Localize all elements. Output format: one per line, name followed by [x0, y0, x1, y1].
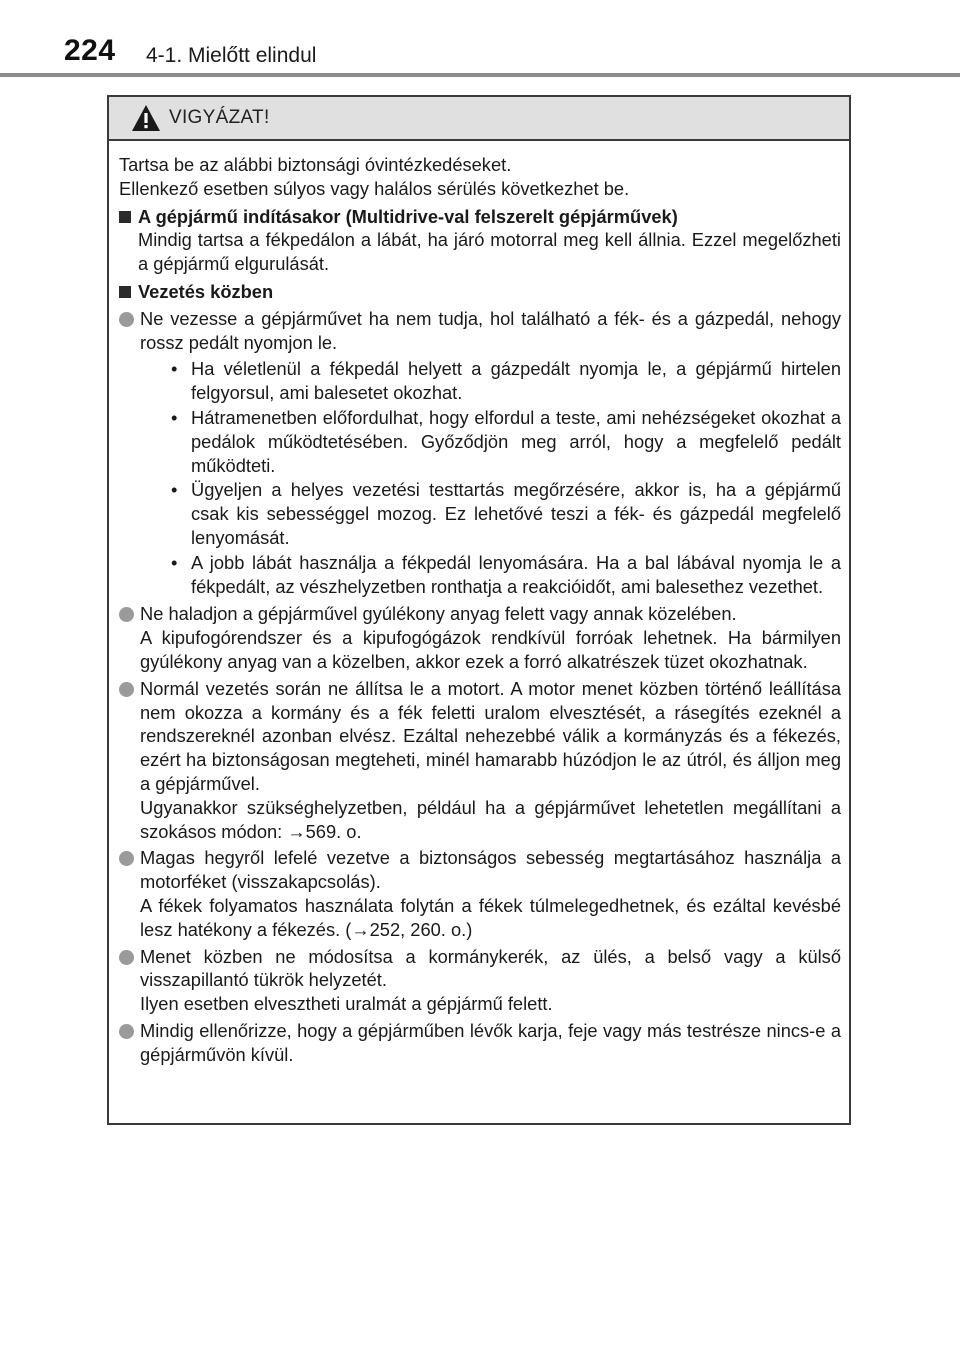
bullet-text: Ilyen esetben elvesztheti uralmát a gépjármű felett. [140, 993, 553, 1015]
bullet-text: Magas hegyről lefelé vezetve a biztonságos sebesség megtartásához használja a motorféket (visszakapcsolás). [140, 847, 841, 893]
bullet-text: Ne vezesse a gépjárművet ha nem tudja, hol található a fék- és a gázpedál, nehogy rossz pedált nyomjon le. [140, 307, 841, 353]
square-bullet-icon [119, 211, 131, 223]
warning-body [109, 141, 849, 1066]
sub-list-item [165, 551, 841, 599]
topic-text: Mindig tartsa a fékpedálon a lábát, ha járó motorral meg kell állnia. Ezzel megelőzheti a gépjármű elgurulását. [138, 229, 841, 275]
round-bullet-icon [119, 950, 134, 965]
warning-triangle-icon [131, 104, 161, 132]
round-bullet-icon [119, 682, 134, 697]
intro-line: Tartsa be az alábbi biztonsági óvintézkedéseket. [119, 154, 512, 175]
bullet-text: Menet közben ne módosítsa a kormánykerék, az ülés, a belső vagy a külső visszapillantó tükrök helyzetét. [140, 945, 841, 991]
bullet-text: Ugyanakkor szükséghelyzetben, például ha a gépjárművet lehetetlen megállítani a szokásos módon: →569. o. [140, 796, 841, 842]
bullet-text: Normál vezetés során ne állítsa le a motort. A motor menet közben történő leállítása nem okozza a kormány és a fék feletti uralom elvesztését, a rásegítés ezeknél a rendszereknél azonban elvész. Ezáltal nehezebbé válik a kormányzás és a fékezés, ezért ha biztonságosan megteheti, minél hamarabb húzódjon le az útról, és álljon meg a gépjárművel. [140, 677, 841, 794]
page-number: 224 [64, 34, 116, 67]
round-bullet-icon [119, 1024, 134, 1039]
list-item [119, 677, 841, 844]
dot-icon: • [171, 358, 178, 380]
topic-title: A gépjármű indításakor (Multidrive-val felszerelt gépjárművek) [138, 205, 678, 227]
warning-header [109, 97, 849, 141]
bullet-text: Ne haladjon a gépjárművel gyúlékony anyag felett vagy annak közelében. [140, 603, 737, 625]
bullet-text: A fékek folyamatos használata folytán a fékek túlmelegedhetnek, és ezáltal kevésbé lesz hatékony a fékezés. (→252, 260. o.) [140, 894, 841, 940]
sub-list [140, 357, 841, 598]
page-header [0, 0, 960, 80]
warning-intro [119, 153, 841, 201]
list-item [119, 945, 841, 1016]
sub-list-item [165, 478, 841, 549]
header-divider [0, 73, 960, 77]
sub-item-text: Hátramenetben előfordulhat, hogy elfordul a teste, ami nehézségeket okozhat a pedálok működtetésében. Győződjön meg arról, hogy a megfelelő pedált működteti. [191, 406, 841, 476]
sub-item-text: A jobb lábát használja a fékpedál lenyomására. Ha a bal lábával nyomja le a fékpedált, az vészhelyzetben ronthatja a reakcióidőt, ami balesethez vezethet. [191, 551, 841, 597]
warning-title: VIGYÁZAT! [169, 107, 270, 128]
list-item [119, 307, 841, 600]
dot-icon: • [171, 479, 178, 501]
list-item [119, 846, 841, 941]
round-bullet-icon [119, 312, 134, 327]
intro-line: Ellenkező esetben súlyos vagy halálos sérülés következhet be. [119, 177, 630, 199]
topic-title: Vezetés közben [138, 280, 274, 302]
sub-item-text: Ügyeljen a helyes vezetési testtartás megőrzésére, akkor is, ha a gépjármű csak kis sebességgel mozog. Ez lehetővé teszi a fék- és gázpedál megfelelő lenyomását. [191, 479, 841, 548]
list-item [119, 1019, 841, 1067]
round-bullet-icon [119, 851, 134, 866]
bullet-text: A kipufogórendszer és a kipufogógázok rendkívül forróak lehetnek. Ha bármilyen gyúlékony anyag van a közelben, akkor ezek a forró alkatrészek tüzet okozhatnak. [140, 627, 841, 672]
topic-heading [119, 280, 841, 304]
sub-list-item [165, 406, 841, 477]
round-bullet-icon [119, 607, 134, 622]
sub-item-text: Ha véletlenül a fékpedál helyett a gázpedált nyomja le, a gépjármű hirtelen felgyorsul, ami balesetet okozhat. [191, 358, 841, 404]
dot-icon: • [171, 551, 178, 573]
square-bullet-icon [119, 286, 131, 298]
sub-list-item [165, 357, 841, 405]
topic-heading [119, 205, 841, 229]
section-title: 4-1. Mielőtt elindul [146, 44, 317, 67]
bullet-text: Mindig ellenőrizze, hogy a gépjárműben lévők karja, feje vagy más testrésze nincs-e a gépjárművön kívül. [140, 1019, 841, 1065]
dot-icon: • [171, 406, 178, 428]
list-item [119, 602, 841, 673]
warning-box [107, 95, 851, 1125]
